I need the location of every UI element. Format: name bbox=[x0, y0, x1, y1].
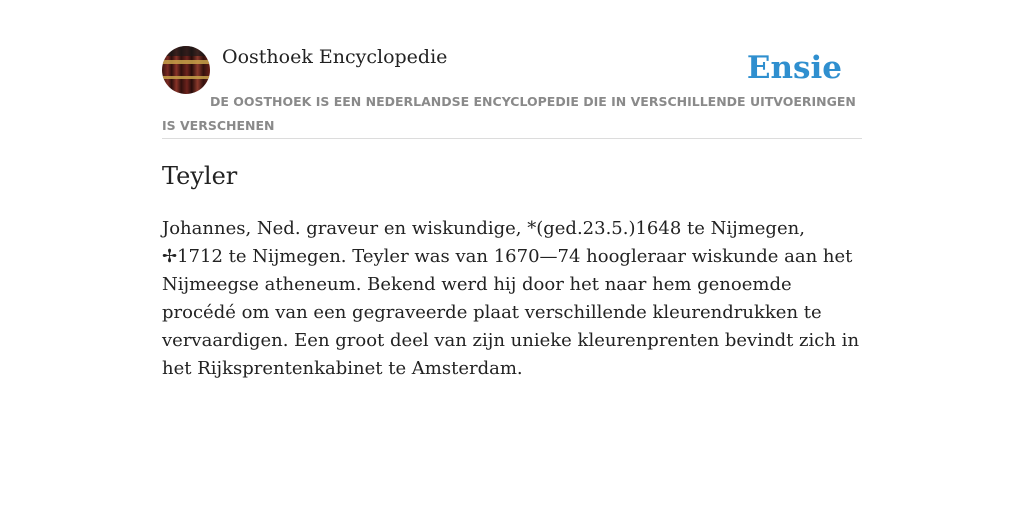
divider bbox=[162, 138, 862, 139]
site-name[interactable]: Oosthoek Encyclopedie bbox=[222, 46, 448, 68]
article-body: Johannes, Ned. graveur en wiskundige, *(ged.23.5.)1648 te Nijmegen, ✢1712 te Nijmegen. Teyler was van 1670—74 hoogleraar wiskunde aan het Nijmeegse atheneum. Bekend werd hij door het naar hem genoemde procédé om van een gegraveerde plaat verschillende kleurendrukken te vervaardigen. Een groot deel van zijn unieke kleurenprenten bevindt zich in het Rijksprentenkabinet te Amsterdam. bbox=[162, 218, 860, 379]
brand-logo[interactable]: Ensie bbox=[746, 50, 842, 86]
article-title: Teyler bbox=[162, 162, 238, 190]
site-tagline: DE OOSTHOEK IS EEN NEDERLANDSE ENCYCLOPEDIE DIE IN VERSCHILLENDE UITVOERINGEN IS VERSCHENEN bbox=[162, 94, 856, 133]
encyclopedia-avatar[interactable] bbox=[162, 46, 210, 94]
